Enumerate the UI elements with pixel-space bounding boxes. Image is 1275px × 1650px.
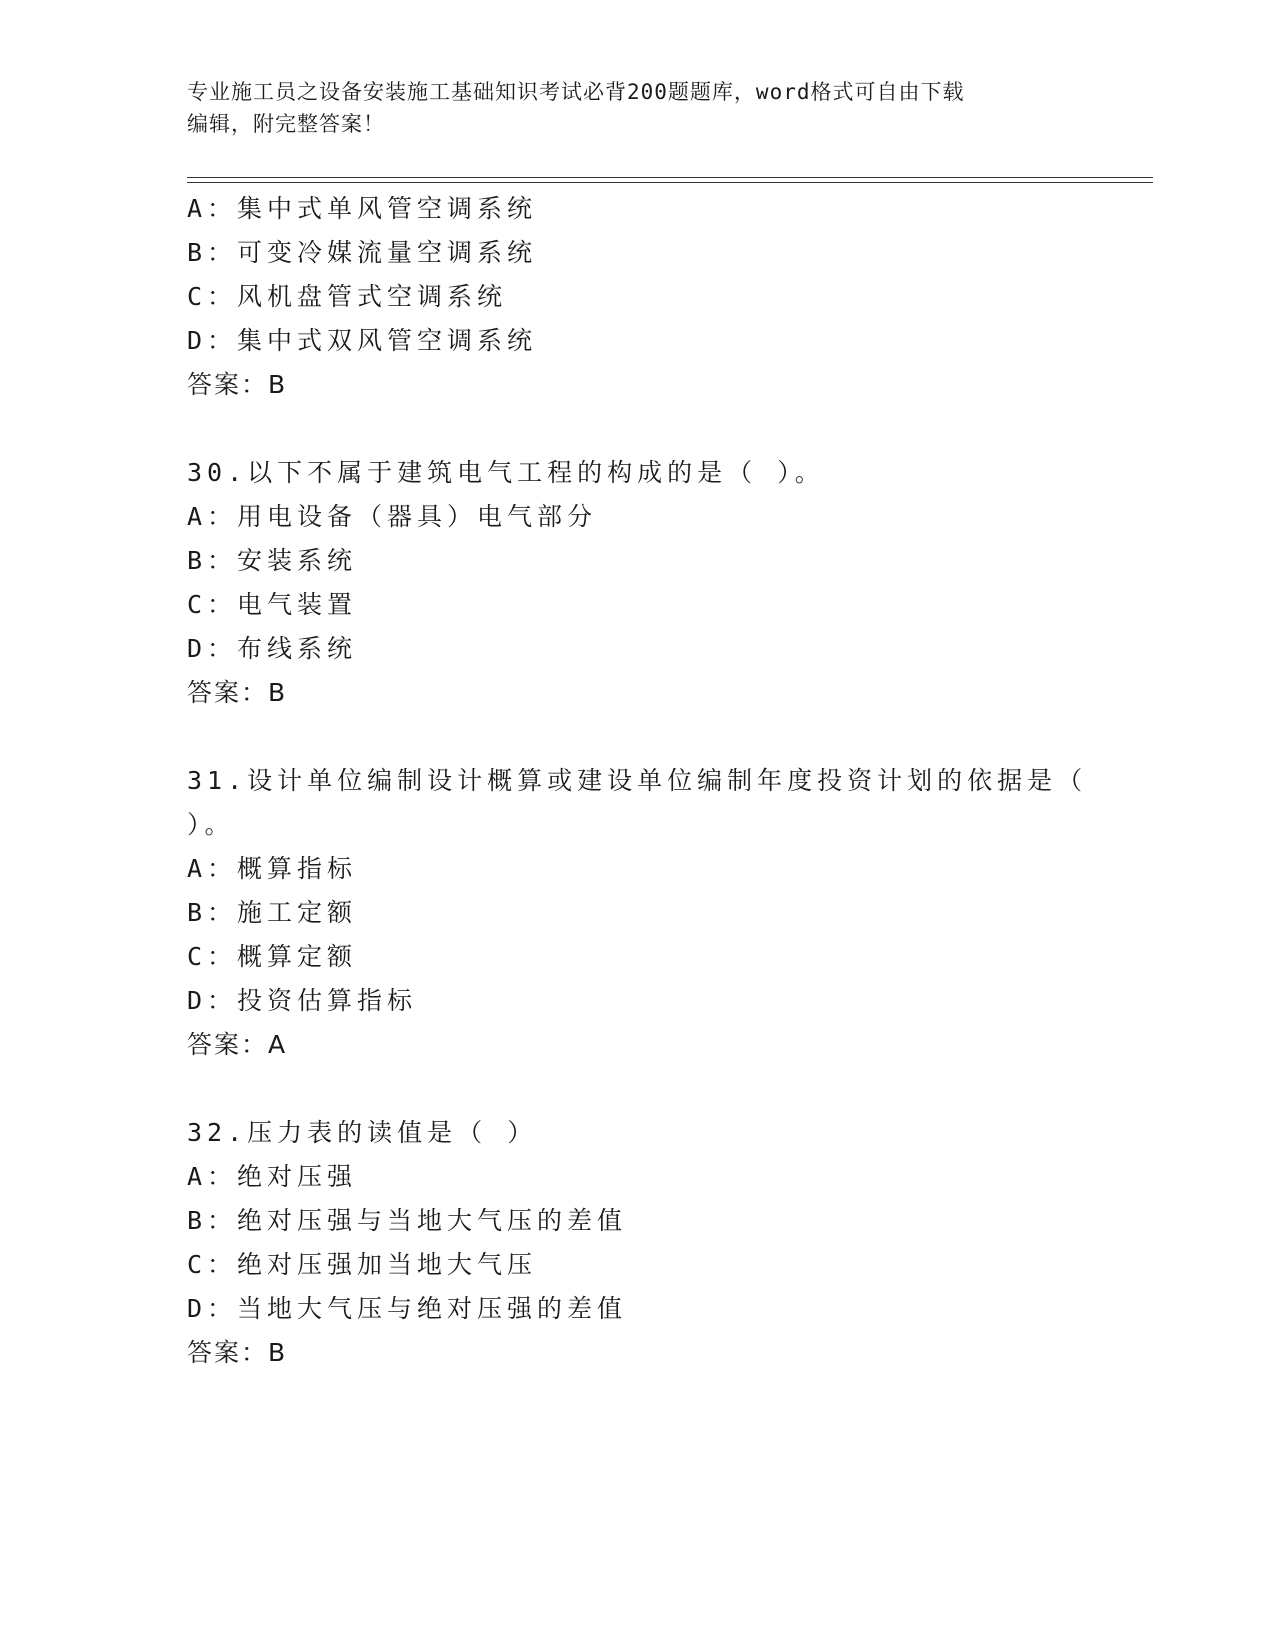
q31-option-c: C：概算定额 xyxy=(187,942,358,971)
q29-option-d: D：集中式双风管空调系统 xyxy=(187,326,538,355)
header-divider-top xyxy=(187,177,1153,178)
q30-option-b: B：安装系统 xyxy=(187,546,358,575)
q32-option-c: C：绝对压强加当地大气压 xyxy=(187,1250,538,1279)
q31-option-a: A：概算指标 xyxy=(187,854,358,883)
header-title-line-1: 专业施工员之设备安装施工基础知识考试必背200题题库，word格式可自由下载 xyxy=(187,80,965,104)
q30-option-a: A：用电设备（器具）电气部分 xyxy=(187,502,598,531)
q30-option-d: D：布线系统 xyxy=(187,634,358,663)
q32-question: 32.压力表的读值是（ ） xyxy=(187,1118,538,1147)
q32-answer: 答案：B xyxy=(187,1338,288,1367)
q31-option-d: D：投资估算指标 xyxy=(187,986,418,1015)
q29-answer: 答案：B xyxy=(187,370,288,399)
header-title-line-2: 编辑，附完整答案！ xyxy=(187,112,385,136)
q31-option-b: B：施工定额 xyxy=(187,898,358,927)
q29-option-b: B：可变冷媒流量空调系统 xyxy=(187,238,538,267)
q30-option-c: C：电气装置 xyxy=(187,590,358,619)
q31-question-line-1: 31.设计单位编制设计概算或建设单位编制年度投资计划的依据是（ xyxy=(187,766,1088,795)
q29-option-c: C：风机盘管式空调系统 xyxy=(187,282,508,311)
q29-option-a: A：集中式单风管空调系统 xyxy=(187,194,538,223)
q32-option-b: B：绝对压强与当地大气压的差值 xyxy=(187,1206,628,1235)
q30-answer: 答案：B xyxy=(187,678,288,707)
q32-option-a: A：绝对压强 xyxy=(187,1162,358,1191)
q31-question-line-2: ）。 xyxy=(187,810,235,839)
document-header xyxy=(187,76,1067,140)
q32-option-d: D：当地大气压与绝对压强的差值 xyxy=(187,1294,628,1323)
header-divider-bottom xyxy=(187,182,1153,183)
q30-question: 30.以下不属于建筑电气工程的构成的是（ ）。 xyxy=(187,458,825,487)
q31-answer: 答案：A xyxy=(187,1030,288,1059)
